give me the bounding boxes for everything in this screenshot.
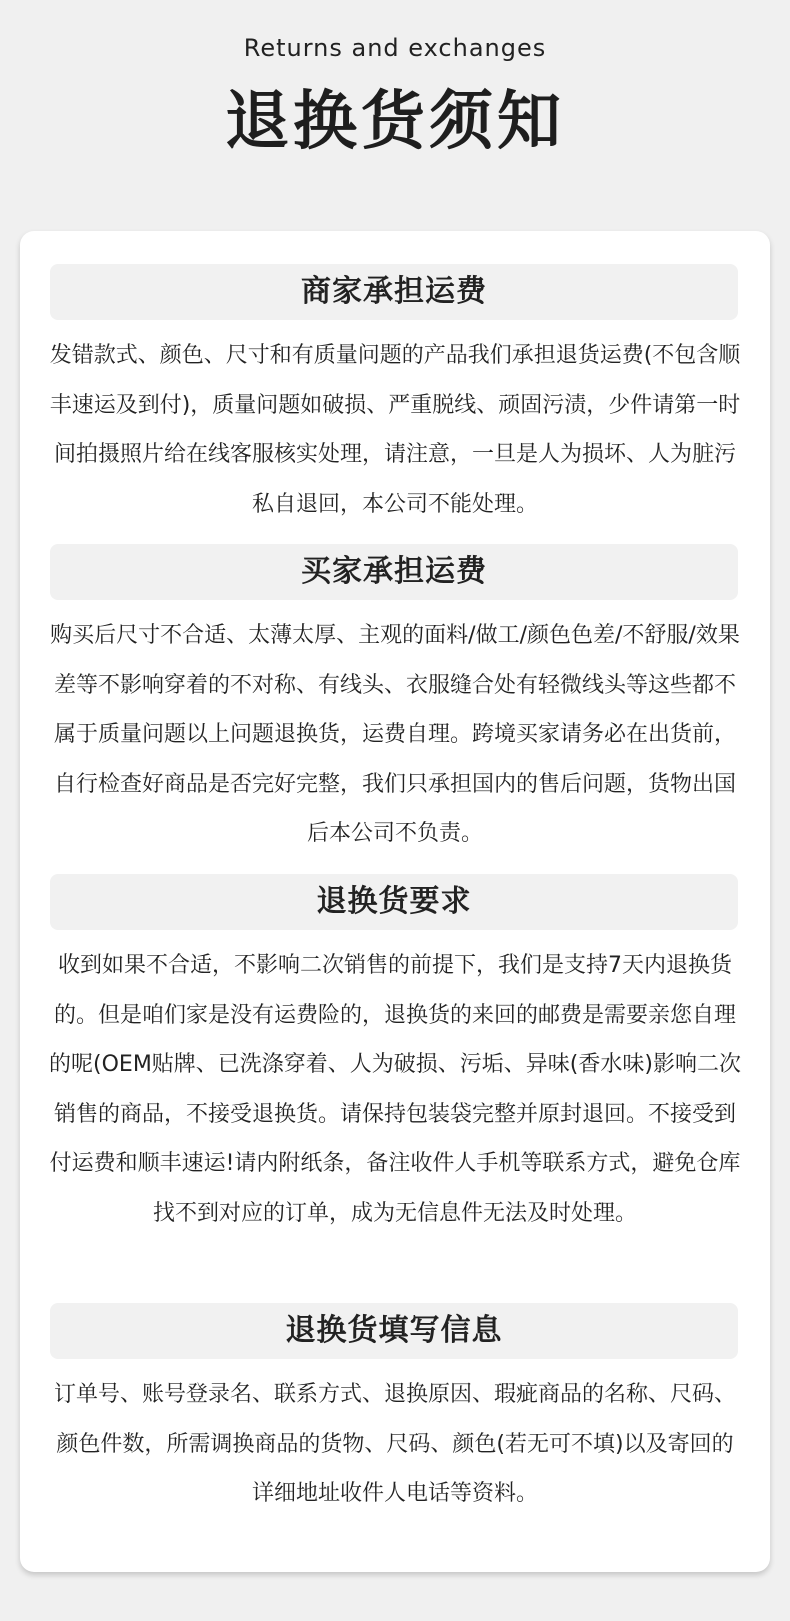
section-body-return-requirements: 收到如果不合适，不影响二次销售的前提下，我们是支持7天内退换货的。但是咱们家是没有运费险的，退换货的来回的邮费是需要亲您自理的呢(OEM贴牌、已洗涤穿着、人为破损、污垢、异味(香水味)影响二次销售的商品，不接受退换货。请保持包装袋完整并原封退回。不接受到付运费和顺丰速运!请内附纸条，备注收件人手机等联系方式，避免仓库找不到对应的订单，成为无信息件无法及时处理。 [49,953,741,1226]
page-subtitle: Returns and exchanges [243,34,547,62]
section-heading-merchant-shipping: 商家承担运费 [50,264,738,320]
section-body-merchant-shipping: 发错款式、颜色、尺寸和有质量问题的产品我们承担退货运费(不包含顺丰速运及到付)，质量问题如破损、严重脱线、顽固污渍，少件请第一时间拍摄照片给在线客服核实处理，请注意，一旦是人为损坏、人为脏污私自退回，本公司不能处理。 [49,343,741,517]
section-heading-buyer-shipping: 买家承担运费 [50,544,738,600]
page-header [0,0,790,230]
section-heading-return-info: 退换货填写信息 [50,1303,738,1359]
section-body-return-info: 订单号、账号登录名、联系方式、退换原因、瑕疵商品的名称、尺码、颜色件数，所需调换商品的货物、尺码、颜色(若无可不填)以及寄回的详细地址收件人电话等资料。 [53,1382,736,1506]
section-body-buyer-shipping: 购买后尺寸不合适、太薄太厚、主观的面料/做工/颜色色差/不舒服/效果差等不影响穿着的不对称、有线头、衣服缝合处有轻微线头等这些都不属于质量问题以上问题退换货，运费自理。跨境买家请务必在出货前，自行检查好商品是否完好完整，我们只承担国内的售后问题，货物出国后本公司不负责。 [50,623,740,846]
policy-card [20,231,770,1572]
section-heading-return-requirements: 退换货要求 [50,874,738,930]
page-title: 退换货须知 [225,85,565,159]
